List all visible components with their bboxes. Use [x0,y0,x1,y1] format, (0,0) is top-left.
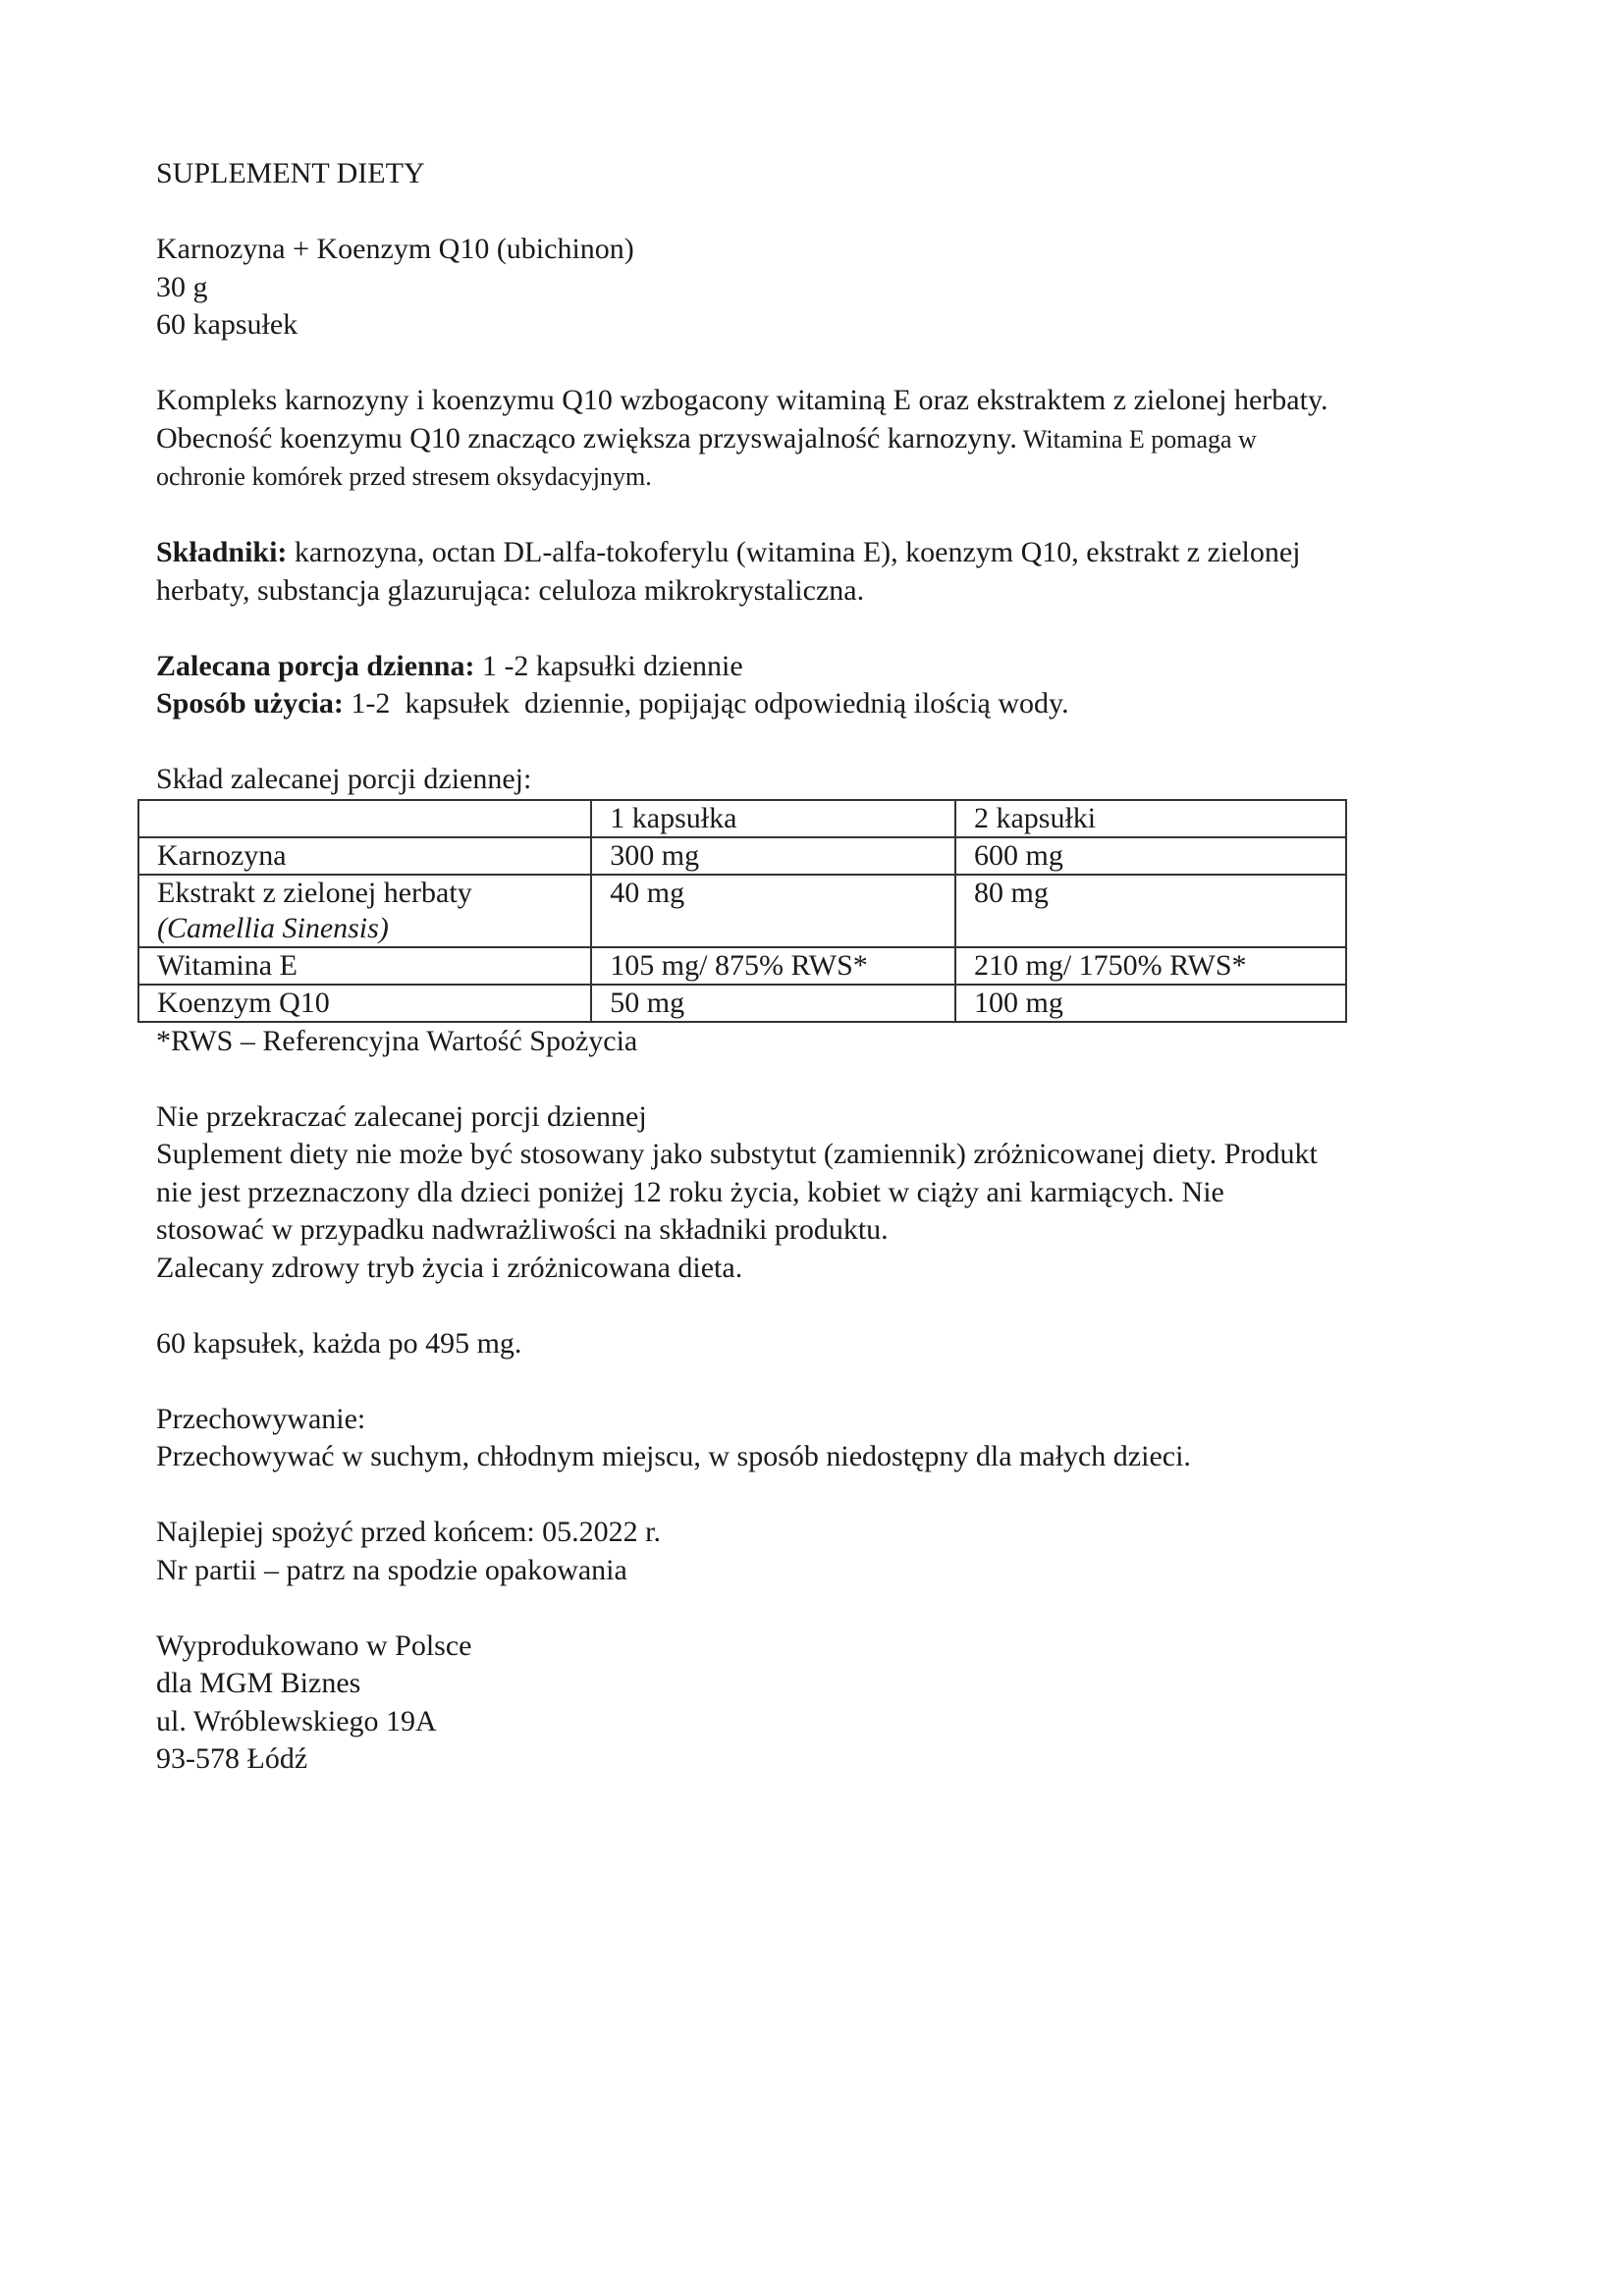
amount-two-capsules: 100 mg [955,985,1346,1022]
composition-table [137,799,1347,1023]
product-count: 60 kapsułek [156,308,298,341]
best-before: Najlepiej spożyć przed końcem: 05.2022 r. [156,1516,662,1548]
manufacturer-line-3: ul. Wróblewskiego 19A [156,1704,437,1737]
description-line-3: ochronie komórek przed stresem oksydacyjnym. [156,462,652,491]
ingredient-name: Ekstrakt z zielonej herbaty [157,876,472,909]
document-page [156,155,1472,1779]
usage-label: Sposób użycia: [156,687,344,720]
batch-number: Nr partii – patrz na spodzie opakowania [156,1553,627,1586]
usage-value: 1-2 kapsułek dziennie, popijając odpowiednią ilością wody. [343,687,1069,720]
ingredient-name: Koenzym Q10 [138,985,591,1022]
ingredients-label: Składniki: [156,536,288,568]
description-line-2-small: Witamina E pomaga w [1016,424,1257,454]
amount-one-capsule: 40 mg [591,875,955,947]
product-weight: 30 g [156,270,208,303]
ingredients-line-1 [156,534,1472,572]
warning-line-5: Zalecany zdrowy tryb życia i zróżnicowana dieta. [156,1251,743,1284]
daily-dose-label: Zalecana porcja dzienna: [156,649,475,682]
manufacturer-line-4: 93-578 Łódź [156,1742,308,1775]
amount-one-capsule: 50 mg [591,985,955,1022]
amount-one-capsule: 105 mg/ 875% RWS* [591,947,955,985]
table-row [138,947,1346,985]
document-heading: SUPLEMENT DIETY [156,157,425,189]
daily-dose-line [156,648,1472,686]
table-row [138,837,1346,875]
table-header-cell: 2 kapsułki [955,800,1346,837]
ingredients-text-1: karnozyna, octan DL-alfa-tokoferylu (witamina E), koenzym Q10, ekstrakt z zielonej [287,536,1301,568]
ingredient-latin-name: (Camellia Sinensis) [157,911,389,944]
storage-label: Przechowywanie: [156,1402,366,1435]
warning-line-1: Nie przekraczać zalecanej porcji dziennej [156,1099,647,1133]
warning-line-3: nie jest przeznaczony dla dzieci poniżej 12 roku życia, kobiet w ciąży ani karmiących. Nie [156,1175,1224,1208]
manufacturer-line-1: Wyprodukowano w Polsce [156,1629,472,1662]
product-name: Karnozyna + Koenzym Q10 (ubichinon) [156,233,634,265]
table-row [138,985,1346,1022]
table-header-cell [138,800,591,837]
amount-two-capsules: 600 mg [955,837,1346,875]
amount-one-capsule: 300 mg [591,837,955,875]
table-header-row [138,800,1346,837]
ingredient-name: Witamina E [138,947,591,985]
manufacturer-line-2: dla MGM Biznes [156,1667,361,1699]
warning-line-2: Suplement diety nie może być stosowany jako substytut (zamiennik) zróżnicowanej diety. Produkt [156,1138,1318,1170]
ingredient-name-cell [138,875,591,947]
storage-text: Przechowywać w suchym, chłodnym miejscu, w sposób niedostępny dla małych dzieci. [156,1440,1191,1472]
description-line-2-main: Obecność koenzymu Q10 znacząco zwiększa przyswajalność karnozyny. [156,421,1017,454]
capsule-info: 60 kapsułek, każda po 495 mg. [156,1326,522,1360]
amount-two-capsules: 210 mg/ 1750% RWS* [955,947,1346,985]
table-footnote: *RWS – Referencyjna Wartość Spożycia [156,1024,638,1057]
description-line-1: Kompleks karnozyny i koenzymu Q10 wzbogacony witaminą E oraz ekstraktem z zielonej herbaty. [156,384,1328,416]
amount-two-capsules: 80 mg [955,875,1346,947]
ingredients-line-2: herbaty, substancja glazurująca: celuloza mikrokrystaliczna. [156,573,865,607]
table-header-cell: 1 kapsułka [591,800,955,837]
usage-line [156,685,1472,723]
table-row [138,875,1346,947]
ingredient-name: Karnozyna [138,837,591,875]
daily-dose-value: 1 -2 kapsułki dziennie [474,649,743,682]
composition-title: Skład zalecanej porcji dziennej: [156,763,532,795]
description-line-2 [156,420,1472,459]
warning-line-4: stosować w przypadku nadwrażliwości na składniki produktu. [156,1213,889,1246]
